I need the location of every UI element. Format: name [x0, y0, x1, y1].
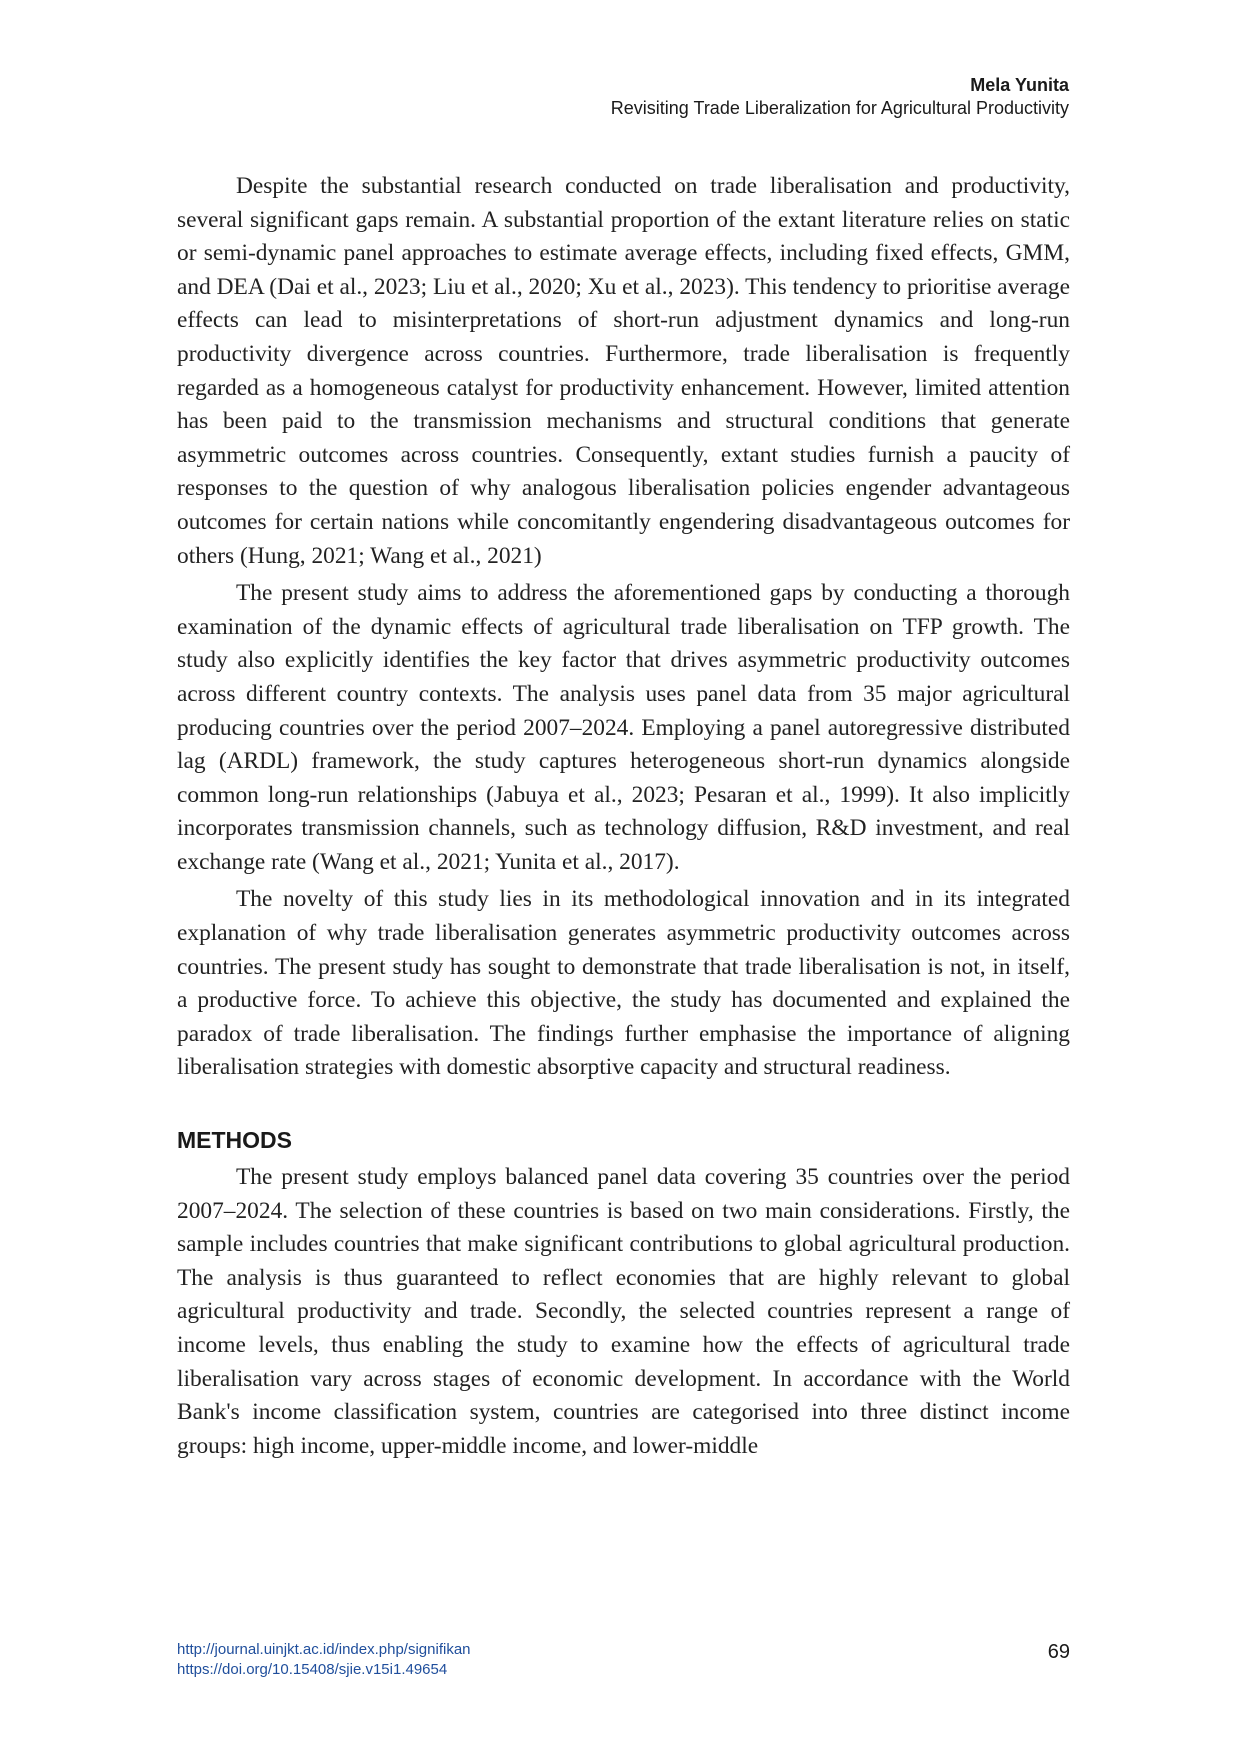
- paragraph-research-gaps: Despite the substantial research conducted on trade liberalisation and productivity, several significant gaps remain. A substantial proportion of the extant literature relies on static or semi-dynamic panel approaches to estimate average effects, including fixed effects, GMM, and DEA (Dai et al., 2023; Liu et al., 2020; Xu et al., 2023). This tendency to prioritise average effects can lead to misinterpretations of short-run adjustment dynamics and long-run productivity divergence across countries. Furthermore, trade liberalisation is frequently regarded as a homogeneous catalyst for productivity enhancement. However, limited attention has been paid to the transmission mechanisms and structural conditions that generate asymmetric outcomes across countries. Consequently, extant studies furnish a paucity of responses to the question of why analogous liberalisation policies engender advantageous outcomes for certain nations while concomitantly engendering disadvantageous outcomes for others (Hung, 2021; Wang et al., 2021): [177, 173, 1070, 569]
- methods-heading: METHODS: [177, 1127, 292, 1154]
- paragraph-methods: The present study employs balanced panel data covering 35 countries over the period 2007–2024. The selection of these countries is based on two main considerations. Firstly, the sample includes countries that make significant contributions to global agricultural production. The analysis is thus guaranteed to reflect economies that are highly relevant to global agricultural productivity and trade. Secondly, the selected countries represent a range of income levels, thus enabling the study to examine how the effects of agricultural trade liberalisation vary across stages of economic development. In accordance with the World Bank's income classification system, countries are categorised into three distinct income groups: high income, upper-middle income, and lower-middle: [177, 1164, 1070, 1459]
- paragraph-study-aims: The present study aims to address the aforementioned gaps by conducting a thorough examination of the dynamic effects of agricultural trade liberalisation on TFP growth. The study also explicitly identifies the key factor that drives asymmetric productivity outcomes across different country contexts. The analysis uses panel data from 35 major agricultural producing countries over the period 2007–2024. Employing a panel autoregressive distributed lag (ARDL) framework, the study captures heterogeneous short-run dynamics alongside common long-run relationships (Jabuya et al., 2023; Pesaran et al., 1999). It also implicitly incorporates transmission channels, such as technology diffusion, R&D investment, and real exchange rate (Wang et al., 2021; Yunita et al., 2017).: [177, 580, 1070, 875]
- article-body: [177, 170, 1070, 1467]
- page-number: 69: [1047, 1641, 1070, 1663]
- page-header: [611, 74, 1069, 120]
- journal-link[interactable]: http://journal.uinjkt.ac.id/index.php/signifikan: [177, 1641, 471, 1658]
- doi-link[interactable]: https://doi.org/10.15408/sjie.v15i1.49654: [177, 1661, 448, 1678]
- footer-links: [177, 1640, 1070, 1680]
- paragraph-novelty: The novelty of this study lies in its methodological innovation and in its integrated explanation of why trade liberalisation generates asymmetric productivity outcomes across countries. The present study has sought to demonstrate that trade liberalisation is not, in itself, a productive force. To achieve this objective, the study has documented and explained the paradox of trade liberalisation. The findings further emphasise the importance of aligning liberalisation strategies with domestic absorptive capacity and structural readiness.: [177, 886, 1070, 1081]
- running-title: Revisiting Trade Liberalization for Agricultural Productivity: [610, 98, 1069, 118]
- author-name: Mela Yunita: [970, 75, 1069, 95]
- page-footer: [177, 1640, 1070, 1680]
